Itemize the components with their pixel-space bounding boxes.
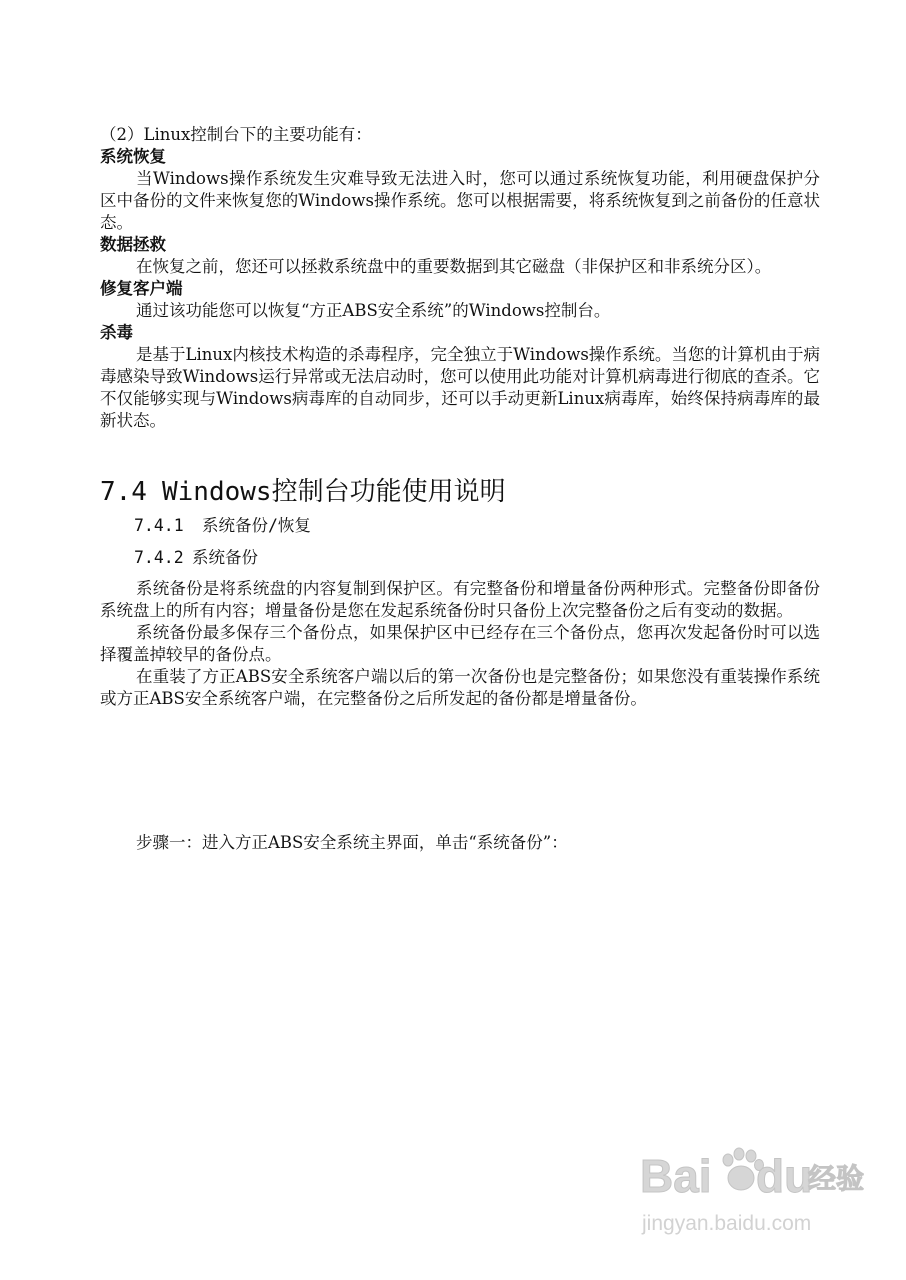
backup-paragraph: 系统备份是将系统盘的内容复制到保护区。有完整备份和增量备份两种形式。完整备份即备份系统盘上的所有内容；增量备份是您在发起系统备份时只备份上次完整备份之后有变动的数据。 (100, 579, 820, 620)
section-7-4-2-title: 系统备份 (192, 548, 258, 567)
section-7-4-1-title: 系统备份/恢复 (202, 516, 311, 535)
step-one-instruction: 步骤一：进入方正ABS安全系统主界面，单击“系统备份”： (136, 833, 568, 852)
section-7-4-1-number: 7.4.1 (134, 516, 184, 535)
backup-paragraph: 系统备份最多保存三个备份点，如果保护区中已经存在三个备份点，您再次发起备份时可以选择覆盖掉较早的备份点。 (100, 623, 820, 664)
linux-console-section (100, 124, 820, 432)
section-7-4-number: 7.4 (100, 477, 147, 507)
baidu-paw-logo-icon (640, 1130, 870, 1250)
section-7-4-heading (100, 474, 506, 510)
svg-text:jingyan.baidu.com: jingyan.baidu.com (642, 1212, 812, 1235)
item-title-antivirus: 杀毒 (100, 323, 133, 342)
section-7-4-2-heading (134, 546, 258, 570)
item-title-repair-client: 修复客户端 (100, 279, 183, 298)
linux-section-heading: （2）Linux控制台下的主要功能有： (100, 125, 372, 144)
baidu-jingyan-watermark (640, 1130, 870, 1250)
backup-paragraph: 在重装了方正ABS安全系统客户端以后的第一次备份也是完整备份；如果您没有重装操作系统或方正ABS安全系统客户端，在完整备份之后所发起的备份都是增量备份。 (100, 667, 820, 708)
section-7-4-title: Windows控制台功能使用说明 (162, 477, 506, 507)
section-7-4-2-number: 7.4.2 (134, 548, 184, 567)
svg-text:du: du (756, 1150, 813, 1202)
item-title-system-restore: 系统恢复 (100, 147, 166, 166)
svg-text:Bai: Bai (640, 1150, 712, 1202)
item-text-antivirus: 是基于Linux内核技术构造的杀毒程序，完全独立于Windows操作系统。当您的计算机由于病毒感染导致Windows运行异常或无法启动时，您可以使用此功能对计算机病毒进行彻底的查杀。它不仅能够实现与Windows病毒库的自动同步，还可以手动更新Linux病毒库，始终保持病毒库的最新状态。 (100, 345, 820, 430)
backup-description (100, 578, 820, 710)
svg-text:经验: 经验 (808, 1162, 865, 1195)
section-7-4-1-heading (134, 514, 311, 538)
item-text-data-rescue: 在恢复之前，您还可以拯救系统盘中的重要数据到其它磁盘（非保护区和非系统分区）。 (136, 257, 772, 276)
item-text-repair-client: 通过该功能您可以恢复“方正ABS安全系统”的Windows控制台。 (136, 301, 611, 320)
item-text-system-restore: 当Windows操作系统发生灾难导致无法进入时，您可以通过系统恢复功能，利用硬盘保护分区中备份的文件来恢复您的Windows操作系统。您可以根据需要，将系统恢复到之前备份的任意状态。 (100, 169, 820, 232)
item-title-data-rescue: 数据拯救 (100, 235, 166, 254)
